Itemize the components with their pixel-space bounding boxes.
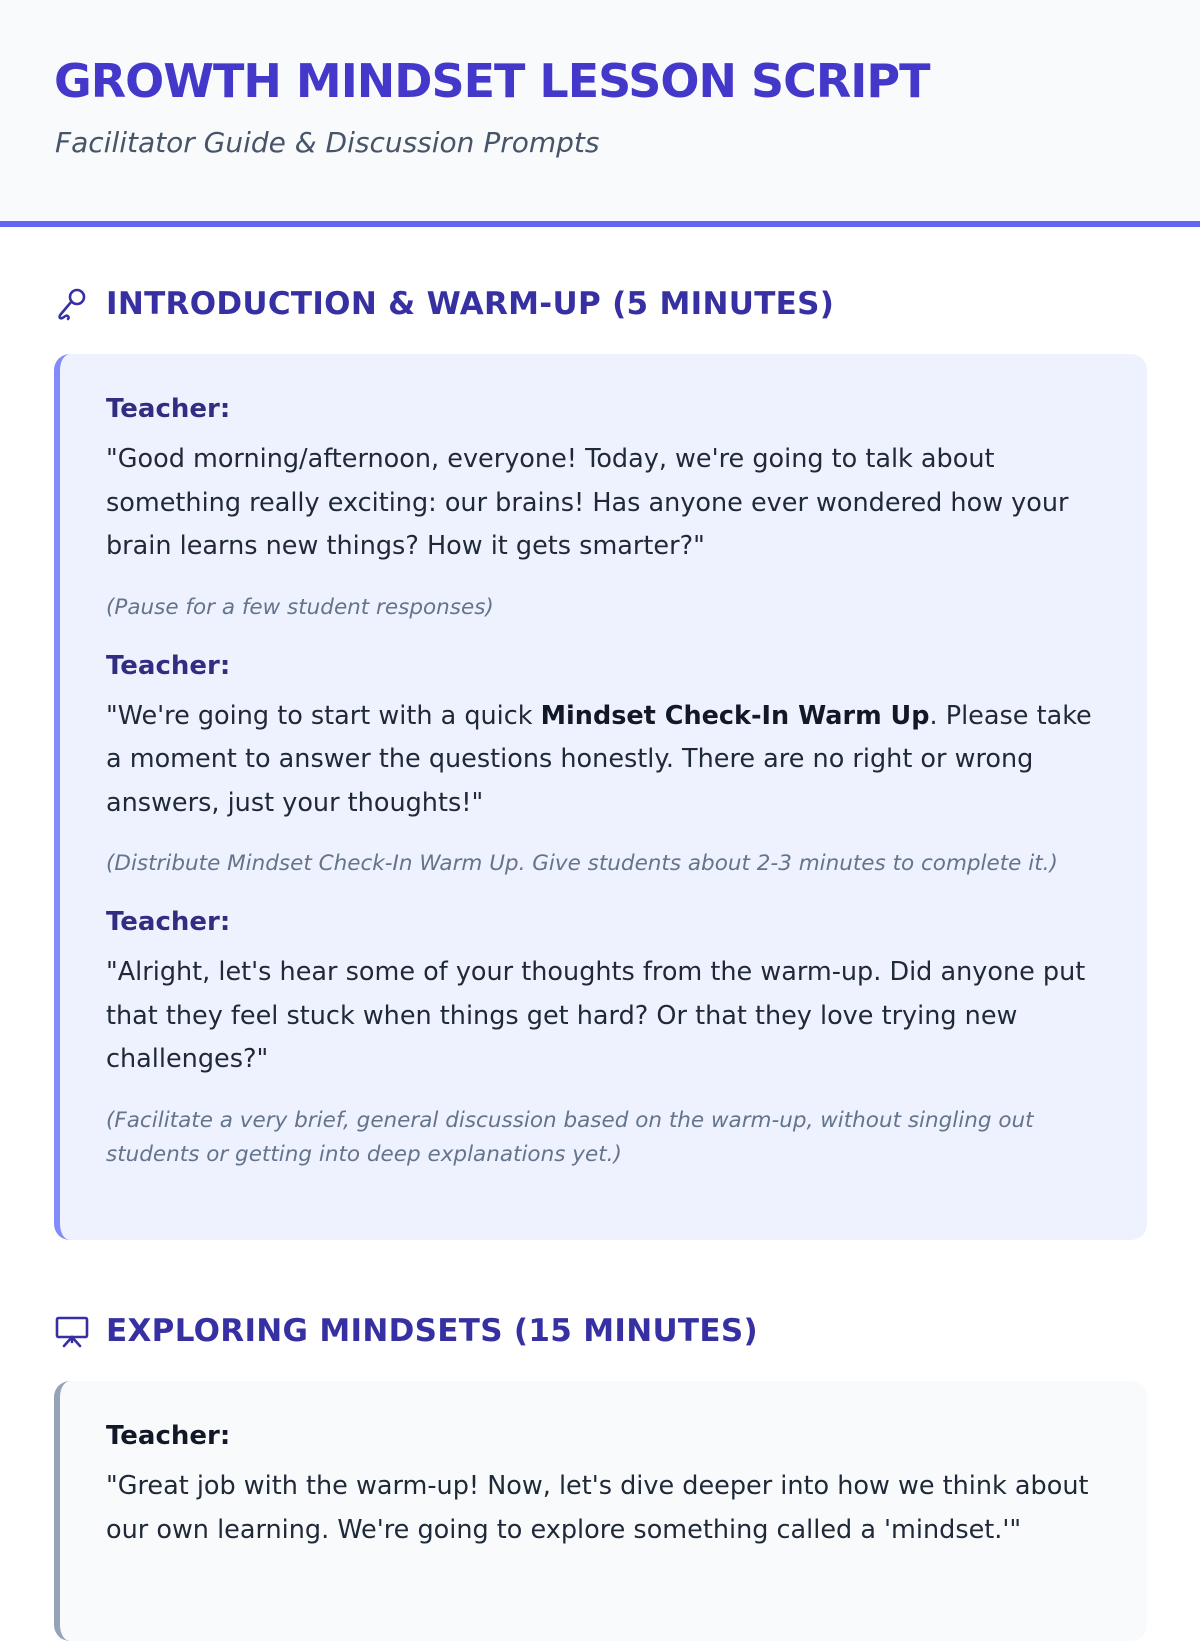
dialogue-emphasis: Mindset Check-In Warm Up — [540, 700, 930, 731]
script-box-introduction — [54, 354, 1147, 1240]
document-header — [0, 0, 1200, 227]
speaker-label: Teacher: — [106, 394, 231, 424]
script-box-exploring — [54, 1381, 1147, 1641]
document-title: GROWTH MINDSET LESSON SCRIPT — [54, 54, 930, 108]
teacher-dialogue: "Great job with the warm-up! Now, let's dive deeper into how we think about our own learning. We're going to explore something called a 'mindset.'" — [106, 1471, 1089, 1545]
teacher-dialogue: "Alright, let's hear some of your thoughts from the warm-up. Did anyone put that they feel stuck when things get hard? Or that they love trying new challenges?" — [106, 957, 1086, 1074]
presentation-board-icon — [54, 1313, 90, 1349]
microphone-icon — [54, 286, 90, 322]
speaker-label: Teacher: — [106, 650, 231, 681]
stage-direction: (Facilitate a very brief, general discussion based on the warm-up, without singling out students or getting into deep explanations yet.) — [106, 1107, 1034, 1167]
stage-direction: (Distribute Mindset Check-In Warm Up. Give students about 2-3 minutes to complete it.) — [106, 851, 1058, 876]
speaker-label: Teacher: — [106, 1421, 231, 1451]
section-heading-label: INTRODUCTION & WARM-UP (5 MINUTES) — [106, 286, 835, 322]
teacher-dialogue: "Good morning/afternoon, everyone! Today, we're going to talk about something really exciting: our brains! Has anyone ever wondered how your brain learns new things? How it gets smarter?" — [106, 444, 1069, 561]
dialogue-text: . Please take a moment to answer the questions honestly. There are no right or wrong answers, just your thoughts!" — [106, 700, 1092, 818]
stage-direction: (Pause for a few student responses) — [106, 594, 494, 620]
section-heading-exploring — [54, 1309, 758, 1353]
section-heading-introduction — [54, 282, 834, 326]
section-heading-label: EXPLORING MINDSETS (15 MINUTES) — [106, 1313, 758, 1349]
speaker-label: Teacher: — [106, 907, 231, 937]
teacher-dialogue — [106, 695, 1103, 826]
dialogue-text: "We're going to start with a quick — [106, 700, 541, 731]
document-subtitle: Facilitator Guide & Discussion Prompts — [55, 126, 600, 159]
